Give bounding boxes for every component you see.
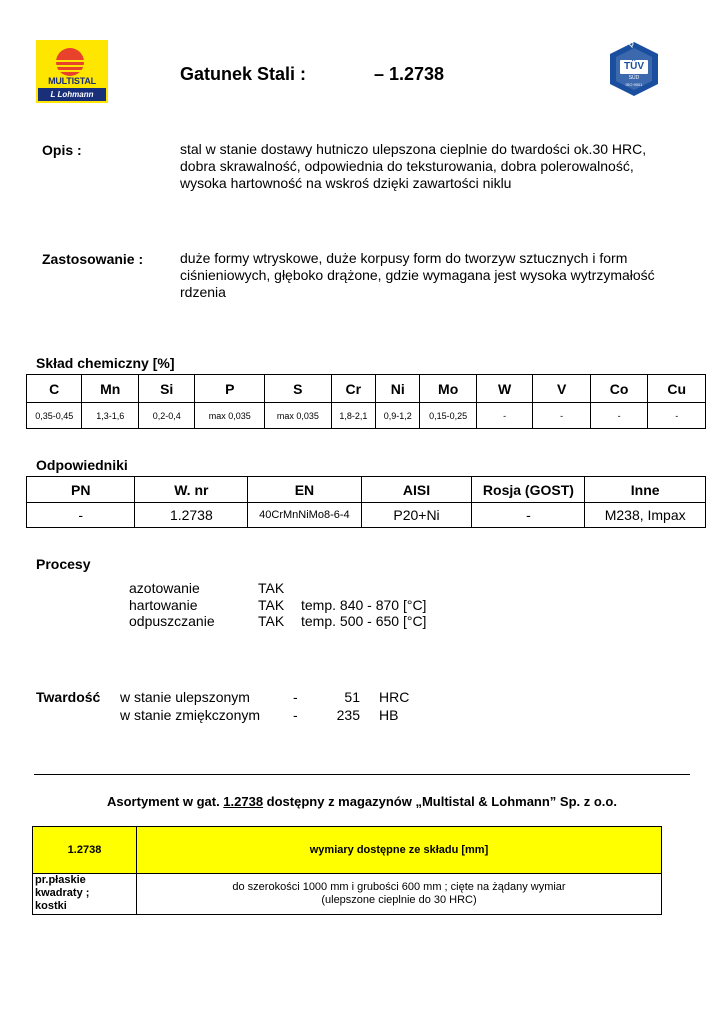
application-label: Zastosowanie : xyxy=(42,251,144,267)
chem-value-cell: 1,3-1,6 xyxy=(82,403,138,429)
application-line: ciśnieniowych, głęboko drążone, gdzie wymagana jest wysoka wytrzymałość xyxy=(180,267,655,283)
stock-type-line: kwadraty ; xyxy=(35,887,90,899)
sun-logo-icon xyxy=(36,40,108,78)
chem-header-cell: Si xyxy=(138,375,194,403)
assortment-pre: Asortyment w gat. xyxy=(107,794,224,809)
eq-value-cell: - xyxy=(472,503,585,528)
stock-dims-header: wymiary dostępne ze składu [mm] xyxy=(137,827,662,874)
equivalents-value-row xyxy=(27,503,706,528)
process-flag: TAK xyxy=(258,580,285,596)
processes-title: Procesy xyxy=(36,556,91,572)
process-name: azotowanie xyxy=(129,580,200,596)
assortment-grade: 1.2738 xyxy=(223,794,264,809)
chem-value-cell: 0,15-0,25 xyxy=(420,403,476,429)
hardness-value: 51 xyxy=(344,689,360,705)
eq-header-cell: AISI xyxy=(361,477,472,503)
chemistry-title: Skład chemiczny [%] xyxy=(36,355,175,371)
chem-value-cell: 0,35-0,45 xyxy=(27,403,82,429)
chem-value-cell: - xyxy=(533,403,591,429)
hardness-row xyxy=(120,689,440,706)
multistal-logo xyxy=(36,40,108,103)
chemistry-value-row xyxy=(27,403,706,429)
stock-type xyxy=(33,874,137,915)
chem-value-cell: 0,2-0,4 xyxy=(138,403,194,429)
application-line: duże formy wtryskowe, duże korpusy form do tworzyw sztucznych i form xyxy=(180,250,628,266)
hardness-state: w stanie zmiękczonym xyxy=(120,707,261,723)
process-temp: temp. 840 - 870 [°C] xyxy=(301,597,427,613)
eq-value-cell: 1.2738 xyxy=(135,503,248,528)
stock-desc-line: (ulepszone cieplnie do 30 HRC) xyxy=(321,894,477,906)
chem-header-cell: Co xyxy=(590,375,648,403)
eq-value-cell: 40CrMnNiMo8-6-4 xyxy=(248,503,361,528)
chem-header-cell: C xyxy=(27,375,82,403)
process-flag: TAK xyxy=(258,597,285,613)
equivalents-header-row xyxy=(27,477,706,503)
chem-value-cell: max 0,035 xyxy=(265,403,332,429)
eq-value-cell: P20+Ni xyxy=(361,503,472,528)
chem-value-cell: - xyxy=(590,403,648,429)
process-name: odpuszczanie xyxy=(129,613,215,629)
eq-header-cell: Rosja (GOST) xyxy=(472,477,585,503)
logo-brand-text: MULTISTAL xyxy=(48,76,96,86)
process-temp: temp. 500 - 650 [°C] xyxy=(301,613,427,629)
hardness-row xyxy=(120,707,440,724)
stock-header-row xyxy=(33,827,662,874)
tuv-mark: TÜV xyxy=(624,61,644,72)
chem-header-cell: Ni xyxy=(376,375,420,403)
tuv-region: SÜD xyxy=(628,75,640,81)
application-text xyxy=(180,250,655,301)
equivalents-title: Odpowiedniki xyxy=(36,457,128,473)
chem-value-cell: - xyxy=(476,403,532,429)
chemistry-header-row xyxy=(27,375,706,403)
description-line: stal w stanie dostawy hutniczo ulepszona cieplnie do twardości ok.30 HRC, xyxy=(180,141,647,157)
eq-header-cell: W. nr xyxy=(135,477,248,503)
chem-value-cell: max 0,035 xyxy=(195,403,265,429)
stock-type-line: pr.płaskie xyxy=(35,874,86,886)
eq-value-cell: - xyxy=(27,503,135,528)
divider xyxy=(34,774,690,775)
chem-header-cell: S xyxy=(265,375,332,403)
hardness-state: w stanie ulepszonym xyxy=(120,689,250,705)
tuv-logo xyxy=(598,38,670,102)
logo-sub-text: L Lohmann xyxy=(38,88,106,101)
equivalents-table xyxy=(26,476,706,528)
chem-value-cell: 1,8-2,1 xyxy=(331,403,375,429)
eq-value-cell: M238, Impax xyxy=(585,503,706,528)
process-name: hartowanie xyxy=(129,597,198,613)
tuv-cert: ISO 9001 xyxy=(625,82,643,87)
tuv-q-label: Q xyxy=(629,42,634,48)
stock-type-line: kostki xyxy=(35,900,67,912)
eq-header-cell: EN xyxy=(248,477,361,503)
chem-header-cell: Cu xyxy=(648,375,706,403)
stock-row xyxy=(33,874,662,915)
hardness-value: 235 xyxy=(336,707,360,723)
stock-grade-header: 1.2738 xyxy=(33,827,137,874)
steel-grade-title: – 1.2738 xyxy=(374,64,445,84)
description-line: wysoka hartowność na wskroś dzięki zawartości niklu xyxy=(180,175,512,191)
hardness-dash: - xyxy=(293,689,298,705)
assortment-heading xyxy=(0,794,724,809)
stock-desc-line: do szerokości 1000 mm i grubości 600 mm ; cięte na żądany wymiar xyxy=(232,881,566,893)
chem-value-cell: 0,9-1,2 xyxy=(376,403,420,429)
process-flag: TAK xyxy=(258,613,285,629)
hardness-unit: HRC xyxy=(379,689,410,705)
hardness-label: Twardość xyxy=(36,689,101,705)
page-title: Gatunek Stali : xyxy=(180,64,307,84)
description-line: dobra skrawalność, odpowiednia do teksturowania, dobra polerowalność, xyxy=(180,158,634,174)
chem-header-cell: Cr xyxy=(331,375,375,403)
description-text xyxy=(180,141,646,192)
chem-header-cell: W xyxy=(476,375,532,403)
hardness-dash: - xyxy=(293,707,298,723)
application-line: rdzenia xyxy=(180,284,226,300)
chemistry-table xyxy=(26,374,706,429)
chem-header-cell: Mn xyxy=(82,375,138,403)
chem-header-cell: P xyxy=(195,375,265,403)
assortment-post: dostępny z magazynów „Multistal & Lohmann” Sp. z o.o. xyxy=(263,794,617,809)
chem-value-cell: - xyxy=(648,403,706,429)
stock-table xyxy=(32,826,662,915)
chem-header-cell: Mo xyxy=(420,375,476,403)
stock-description xyxy=(137,874,662,915)
hardness-unit: HB xyxy=(379,707,399,723)
chem-header-cell: V xyxy=(533,375,591,403)
description-label: Opis : xyxy=(42,142,82,158)
eq-header-cell: PN xyxy=(27,477,135,503)
eq-header-cell: Inne xyxy=(585,477,706,503)
